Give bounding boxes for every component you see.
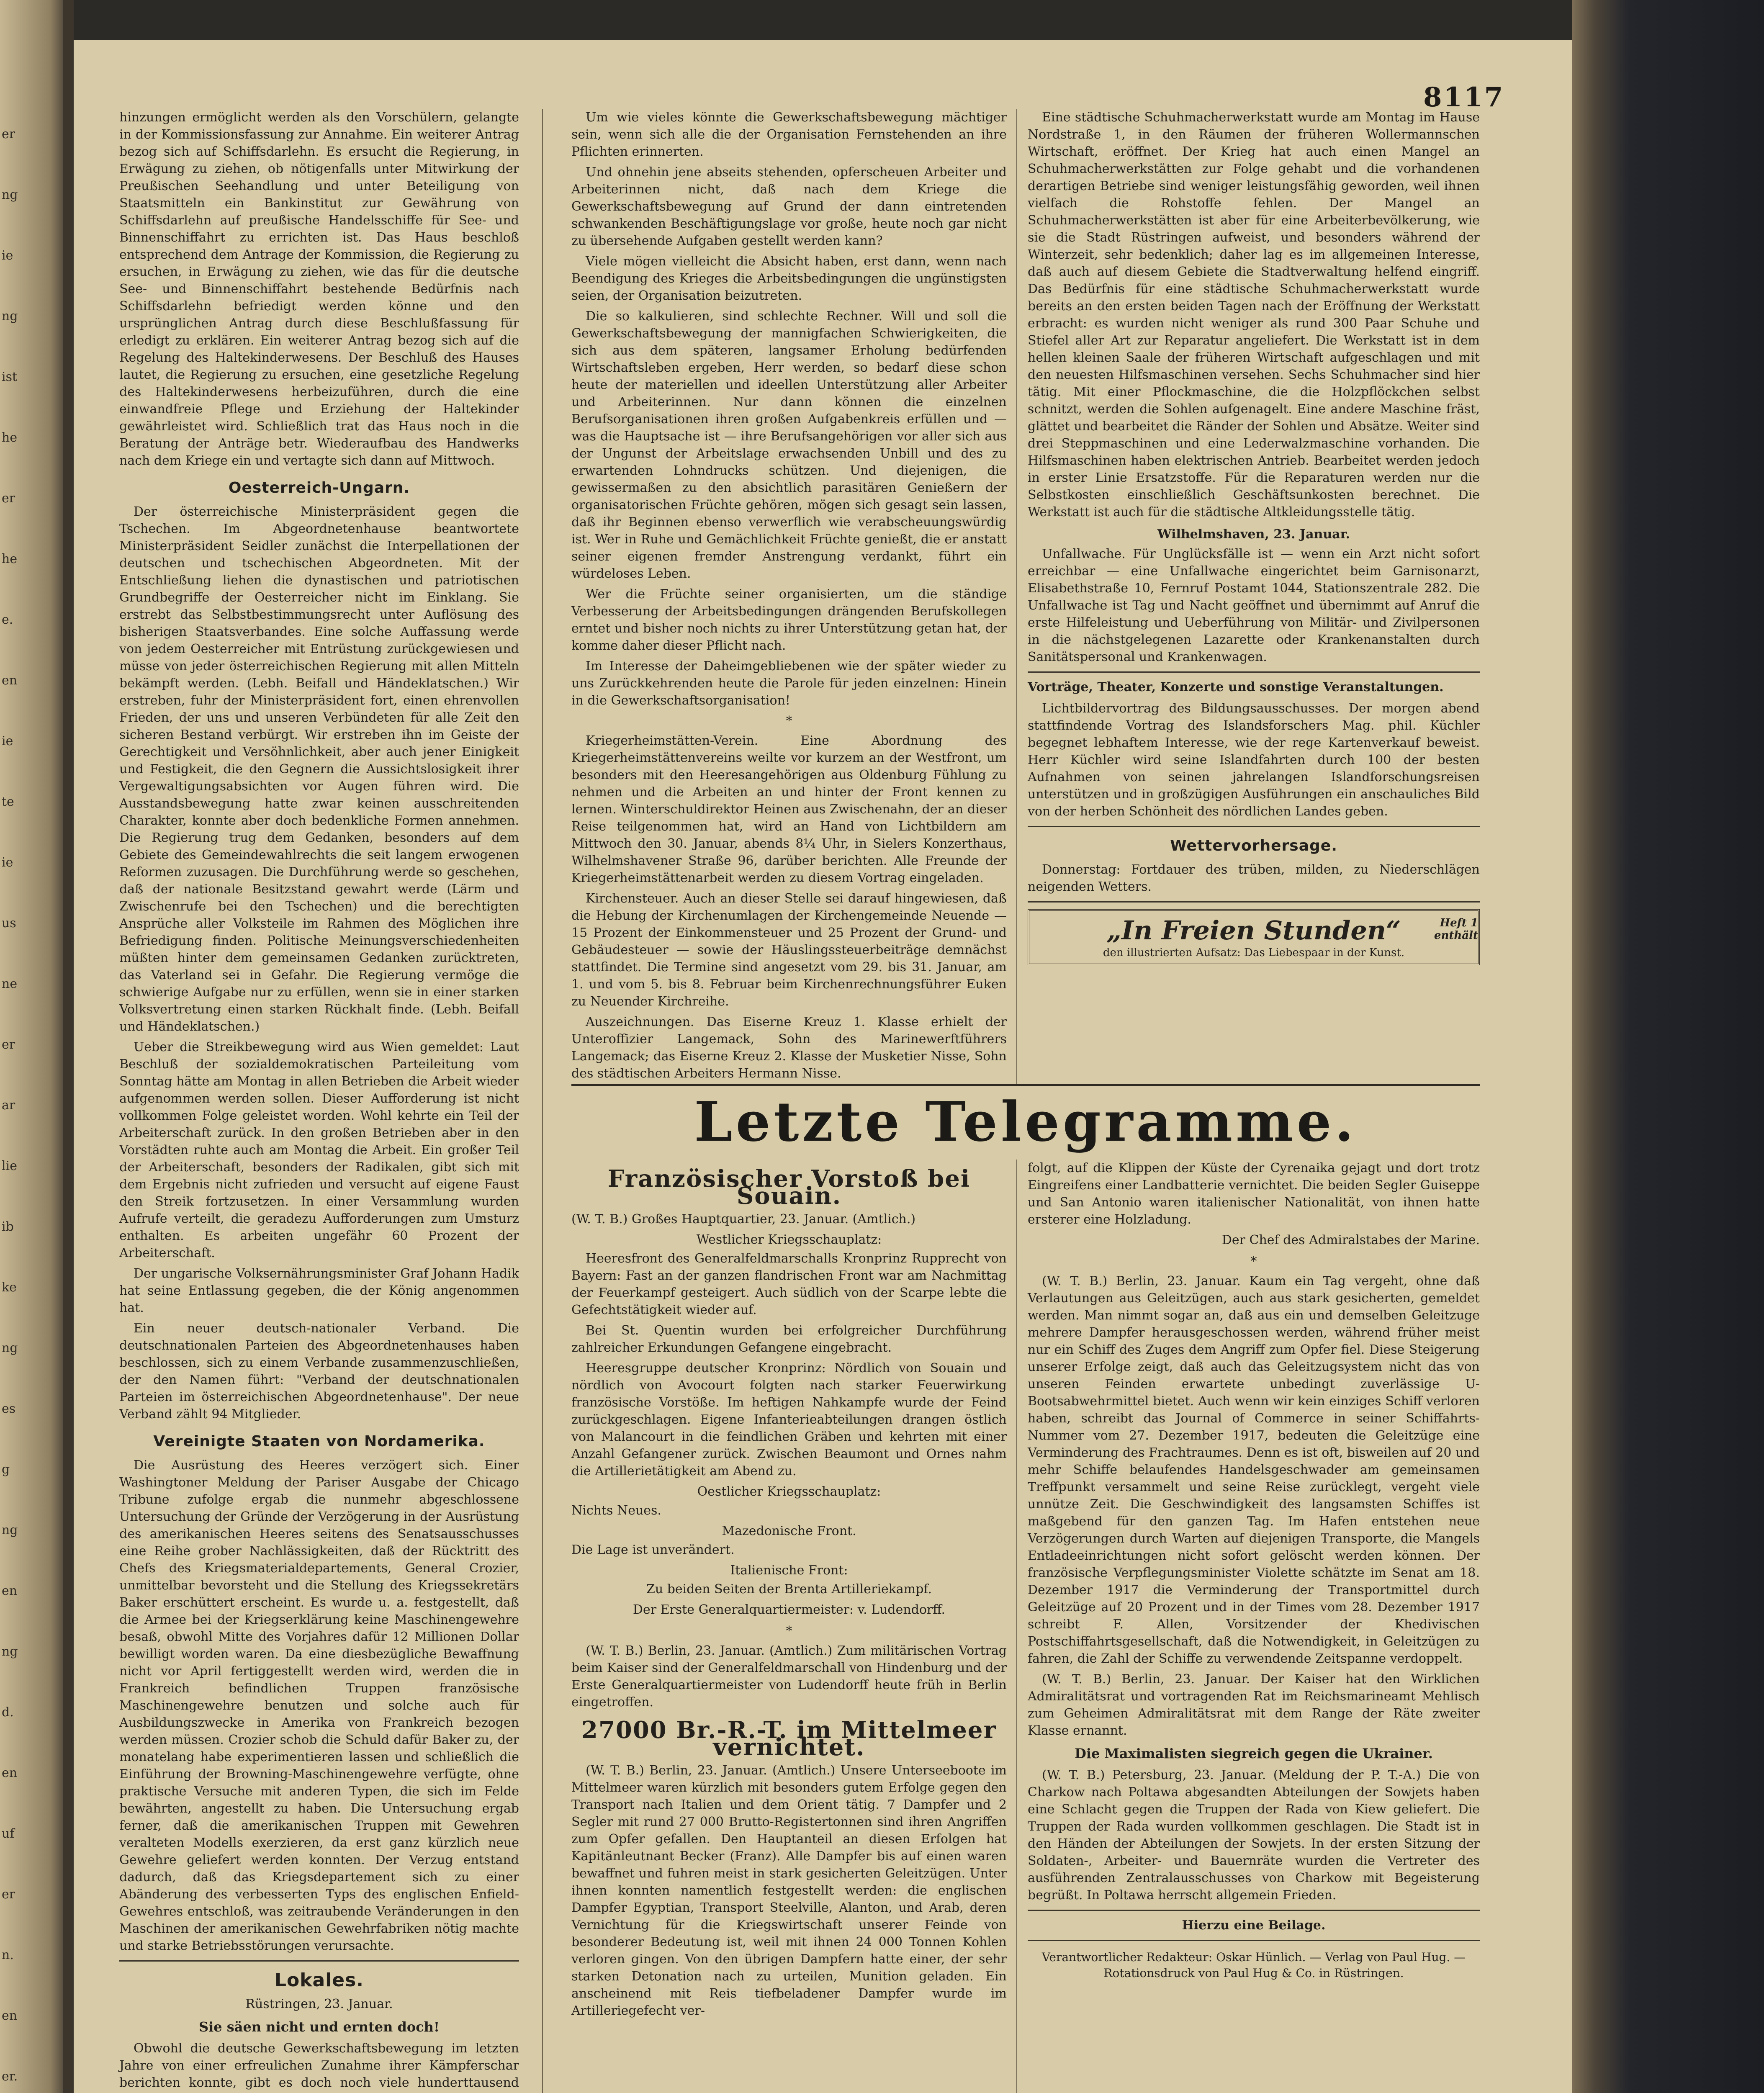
separator-star: * [786,1624,792,1638]
article-paragraph: folgt, auf die Klippen der Küste der Cyrenaika gejagt und dort trotz Eingreifens einer Landbatterie vernichtet. Die beiden Segler Guiseppe und San Antonio waren italienischer Nationalität, von ihnen hatte ersterer eine Holzladung. [1028,1161,1480,1227]
article-paragraph: Der österreichische Ministerpräsident gegen die Tschechen. Im Abgeordnetenhause beantwortete Ministerpräsident Seidler zunächst die Interpellationen der deutschen und tschechischen Abgeordneten. Mit der Entschließung liehen die dynastischen und patriotischen Grundbegriffe der Oesterreicher nicht im Einklang. Sie erstrebt das Selbstbestimmungsrecht unter Auflösung des bisherigen Staatsverbandes. Eine solche Auffassung werde von jedem Oesterreicher mit Entrüstung zurückgewiesen und müsse von jeder österreichischen Regierung mit allen Mitteln bekämpft werden. (Lebh. Beifall und Händeklatschen.) Wir erstreben, fuhr der Ministerpräsident fort, einen ehrenvollen Frieden, der uns und unseren Verbündeten für alle Zeit den sicheren Bestand verbürgt. Wir erstreben ihn im Geiste der Gerechtigkeit und Versöhnlichkeit, aber auch jener Einigkeit und Festigkeit, die den Gegnern die Aussichtslosigkeit ihrer Vergewaltigungsabsichten vor Augen führen wird. Die Ausstandsbewegung hatte zwar keinen ausschreitenden Charakter, konnte aber doch bedenkliche Formen annehmen. Die Regierung trug dem Gedanken, besonders auf dem Gebiete des Gemeindewahlrechts die seit langem erwogenen Reformen zuzusagen. Die Durchführung werde so geschehen, daß der nationale Besitzstand gewahrt werde (Lärm und Zwischenrufe bei den Tschechen) und die berechtigten Ansprüche aller Volksteile im Rahmen des Möglichen ihre Befriedigung finden. Politische Meinungsverschiedenheiten müßten hinter dem gemeinsamen Gedanken zurücktreten, das Vaterland sei in Gefahr. Die Regierung vermöge die schwierige Aufgabe nur zu erfüllen, wenn sie in einer starken Volksvertretung einen starken Rückhalt finde. (Lebh. Beifall und Händeklatschen.) [119,504,519,1034]
subheading: Oestlicher Kriegsschauplatz: [697,1484,881,1499]
article-paragraph: Eine städtische Schuhmacherwerkstatt wurde am Montag im Hause Nordstraße 1, in den Räumen der früheren Wollermannschen Wirtschaft, eröffnet. Der Krieg hat auch einen Mangel an Schuhmacherwerkstätten zur Folge gehabt und die vorhandenen derartigen Betriebe sind weniger leistungsfähig geworden, weil ihnen vielfach die Rohstoffe fehlen. Der Mangel an Schuhmacherwerkstätten ist aber für eine Arbeiterbevölkerung, wie sie die Stadt Rüstringen aufweist, und besonders während der Winterzeit, sehr bedenklich; daher lag es im allgemeinen Interesse, daß auch auf diesem Gebiete die Stadtverwaltung helfend eingriff. Das Bedürfnis für eine städtische Schuhmacherwerkstatt wurde bereits an den ersten beiden Tagen nach der Eröffnung der Werkstatt erbracht: es wurden nicht weniger als rund 300 Paar Schuhe und Stiefel aller Art zur Reparatur angeliefert. Die Werkstatt ist in dem hellen kleinen Saale der früheren Wirtschaft aufgeschlagen und mit den neuesten Hilfsmaschinen versehen. Sechs Schuhmacher sind hier tätig. Mit einer Pflockmaschine, die die Holzpflöckchen selbst schnitzt, werden die Sohlen aufgenagelt. Eine andere Maschine fräst, glättet und bearbeitet die Ränder der Sohlen und Absätze. Weiter sind drei Steppmaschinen und eine Lederwalzmaschine vorhanden. Die Hilfsmaschinen haben elektrischen Antrieb. Bearbeitet werden jedoch in erster Linie Ersatzstoffe. Für die Reparaturen werden nur die Selbstkosten einschließlich Geschäftsunkosten berechnet. Die Werkstatt ist auch für die städtische Altkleidungsstelle tätig. [1028,110,1480,519]
column-rule [1016,1160,1017,2093]
column-2 [571,109,1007,1081]
left-page-fragment: ib [2,1219,14,1234]
left-page-fragment: ng [2,188,18,202]
article-paragraph: Wer die Früchte seiner organisierten, um die ständige Verbesserung der Arbeitsbedingungen drängenden Berufskollegen erntet und bisher noch nichts zu ihrer Unterstützung getan hat, der komme daher dieser Pflicht nach. [571,587,1007,653]
dateline: Wilhelmshaven, 23. Januar. [1157,527,1350,542]
article-paragraph: Ueber die Streikbewegung wird aus Wien gemeldet: Laut Beschluß der sozialdemokratischen Parteileitung vom Sonntag hätte am Montag in allen Betrieben die Arbeit wieder aufgenommen werden sollen. Dieser Aufforderung ist nicht vollkommen Folge geleistet worden. Wohl kehrte ein Teil der Arbeiterschaft zurück. In den großen Betrieben aber in den Vorstädten ruhte auch am Montag die Arbeit. Ein großer Teil der Arbeiterschaft, besonders der Radikalen, gibt sich mit dem Ergebnis nicht zufrieden und versucht auf eigene Faust den Streik fortzusetzen. In einer Versammlung wurden Aufrufe verteilt, die geradezu Aufforderungen zum Umsturz enthalten. Es arbeiten ungefähr 60 Prozent der Arbeiterschaft. [119,1040,519,1260]
column-rule [542,109,543,2093]
separator-star: * [786,714,792,728]
telegram-banner: Letzte Telegramme. [694,1090,1357,1154]
subheading: Italienische Front: [730,1563,848,1578]
article-paragraph: Nichts Neues. [571,1503,661,1518]
article-paragraph: (W. T. B.) Berlin, 23. Januar. (Amtlich.) Unsere Unterseeboote im Mittelmeer waren kürzlich mit besonders gutem Erfolge gegen den Transport nach Italien und dem Orient tätig. 7 Dampfer und 2 Segler mit rund 27 000 Brutto-Registertonnen sind ihren Angriffen zum Opfer gefallen. Den Hauptanteil an diesen Erfolgen hat Kapitänleutnant Becker (Franz). Alle Dampfer bis auf einen waren bewaffnet und fuhren meist in stark gesicherten Geleitzügen. Unter ihnen konnten namentlich festgestellt werden: die englischen Dampfer Egyptian, Transport Steelville, Alanton, und Arab, deren Vernichtung für die Kriegswirtschaft unserer Feinde von besonderer Bedeutung ist, weil mit ihnen 24 000 Tonnen Kohlen verloren gingen. Von den übrigen Dampfern hatte einer, der sehr starken Detonation nach zu urteilen, Munition geladen. Ein anscheinend mit Reis tiefbeladener Dampfer wurde im Artilleriegefecht ver- [571,1763,1007,2018]
left-page-fragment: ke [2,1280,17,1295]
article-paragraph: Die Ausrüstung des Heeres verzögert sich. Einer Washingtoner Meldung der Pariser Ausgabe der Chicago Tribune zufolge ergab die nunmehr abgeschlossene Untersuchung der Gründe der Verzögerung in der Ausrüstung des amerikanischen Heeres seitens des Senatsausschusses eine Reihe grober Nachlässigkeiten, daß der Rücktritt des Chefs des Kriegsmaterialdepartements, General Crozier, unmittelbar bevorsteht und die Stellung des Kriegssekretärs Baker erschüttert erscheint. Es wurde u. a. festgestellt, daß die Armee bei der Kriegserklärung keine Maschinengewehre besaß, obwohl Mitte des Vorjahres dafür 12 Millionen Dollar bewilligt worden waren. Da eine diesbezügliche Bewaffnung nicht vor April fertiggestellt werden wird, werden die in Frankreich befindlichen Truppen französische Maschinengewehre benutzen und solche auch für Ausbildungszwecke in Amerika von Frankreich bezogen werden müssen. Crozier schob die Schuld dafür Baker zu, der monatelang habe experimentieren lassen und schließlich die Einführung der Browning-Maschinengewehre verfügte, ohne praktische Versuche mit anderen Typen, die sich im Felde bewährten, angestellt zu haben. Die Untersuchung ergab ferner, daß die amerikanischen Truppen mit Gewehren veralteten Modells exerzieren, da erst ganz kürzlich neue Gewehre geliefert werden konnten. Der Verzug entstand dadurch, daß das Kriegsdepartement sich zu einer Abänderung des verbesserten Typs des englischen Enfield-Gewehres entschloß, was zeitraubende Veränderungen in den Maschinen der amerikanischen Gewehrfabriken nötig machte und starke Betriebsstörungen verursachte. [119,1458,519,1953]
advert-subtitle: den illustrierten Aufsatz: Das Liebespaar in der Kunst. [1103,946,1405,959]
left-page-fragment: g [2,1462,10,1477]
left-page-fragment: ie [2,855,13,870]
section-heading-weather: Wettervorhersage. [1170,837,1337,854]
article-paragraph: (W. T. B.) Großes Hauptquartier, 23. Januar. (Amtlich.) [571,1212,916,1226]
left-page-fragment: er [2,127,15,141]
article-paragraph: Und ohnehin jene abseits stehenden, opferscheuen Arbeiter und Arbeiterinnen nicht, daß nach dem Kriege die Gewerkschaftsbewegung auf Grund der dann eintretenden schwankenden Beschäftigungslage vor große, heute noch gar nicht zu übersehende Aufgaben gestellt werden kann? [571,165,1007,248]
banner-rule [571,1084,1480,1086]
article-paragraph: hinzungen ermöglicht werden als den Vorschülern, gelangte in der Kommissionsfassung zur Annahme. Ein weiterer Antrag bezog sich auf Schiffsdarlehn. Es ersucht die Regierung, in Erwägung zu ziehen, ob nötigenfalls unter Mitwirkung der Preußischen Seehandlung und unter Beteiligung von Staatsmitteln ein Bankinstitut zur Gewährung von Schiffsdarlehn auf preußische Handelsschiffe für See- und Binnenschiffahrt zu errichten ist. Das Haus beschloß entsprechend dem Antrage der Kommission, die Regierung zu ersuchen, in Erwägung zu ziehen, wie das für die deutsche See- und Binnenschiffahrt bestehende Bedürfnis nach Schiffsdarlehn befriedigt werden könne und den ursprünglichen Antrag durch diese Beschlußfassung für erledigt zu erklären. Ein weiterer Antrag bezog sich auf die Regelung des Haltekinderwesens. Der Beschluß des Hauses lautet, die Regierung zu ersuchen, eine gesetzliche Regelung des Haltekinderwesens herbeizuführen, durch die eine einwandfreie Pflege und Erziehung der Haltekinder gewährleistet wird. Schließlich trat das Haus noch in die Beratung der Anträge betr. Wiederaufbau des Handwerks nach dem Kriege ein und vertagte sich dann auf Mittwoch. [119,110,519,468]
subheading: Mazedonische Front. [722,1524,856,1538]
left-page-edge [0,0,63,2093]
left-page-fragment: er [2,1887,15,1902]
section-heading-usa: Vereinigte Staaten von Nordamerika. [153,1433,485,1450]
article-paragraph: Ein neuer deutsch-nationaler Verband. Die deutschnationalen Parteien des Abgeordnetenhauses haben beschlossen, sich zu einem Verbande zusammenzuschließen, der den Namen führt: "Verband der deutschnationalen Parteien im österreichischen Abgeordnetenhause". Der neue Verband zählt 94 Mitglieder. [119,1321,519,1422]
left-page-fragment: en [2,1766,18,1780]
left-page-fragment: er [2,1037,15,1052]
left-page-fragment: er [2,491,15,506]
divider [1028,826,1480,827]
article-paragraph: (W. T. B.) Berlin, 23. Januar. Der Kaiser hat den Wirklichen Admiralitätsrat und vortragenden Rat im Reichsmarineamt Mehlisch zum Geheimen Admiralitätsrat mit dem Range der Räte zweiter Klasse ernannt. [1028,1672,1480,1738]
page-number: 8117 [1423,82,1505,113]
column-rule [1016,109,1017,1084]
left-page-fragment: he [2,430,18,445]
book-gutter [63,0,74,2093]
left-page-fragment: ng [2,1644,18,1659]
signature: Der Chef des Admiralstabes der Marine. [1221,1233,1480,1247]
left-page-fragment: uf [2,1826,15,1841]
article-paragraph: Heeresfront des Generalfeldmarschalls Kronprinz Rupprecht von Bayern: Fast an der ganzen flandrischen Front war am Nachmittag der Feuerkampf gesteigert. Auch südlich von der Scarpe lebte die Gefechtstätigkeit wieder auf. [571,1251,1007,1317]
divider [1028,901,1480,903]
left-page-fragment: ist [2,370,18,384]
section-heading-austria: Oesterreich-Ungarn. [228,479,410,496]
signature: Der Erste Generalquartiermeister: v. Ludendorff. [633,1602,946,1617]
book-binding [1572,0,1764,2093]
divider [1028,1940,1480,1941]
left-page-fragment: ie [2,248,13,263]
column-4 [571,1160,1007,2093]
divider [1028,1910,1480,1911]
left-page-fragment: ar [2,1098,15,1113]
separator-star: * [1250,1254,1257,1269]
article-paragraph: Um wie vieles könnte die Gewerkschaftsbewegung mächtiger sein, wenn sich alle die der Organisation Fernstehenden an ihre Pflichten erinnerten. [571,110,1007,159]
article-paragraph: Heeresgruppe deutscher Kronprinz: Nördlich von Souain und nördlich von Avocourt folgten nach starker Feuerwirkung französische Vorstöße. Im heftigen Nahkampfe wurde der Feind zurückgeschlagen. Eigene Infanterieabteilungen drangen östlich von Malancourt in die feindlichen Gräben und kehrten mit einer Anzahl Gefangener zurück. Zwischen Beaumont und Ornes nahm die Artillerietätigkeit am Abend zu. [571,1361,1007,1478]
article-paragraph: Obwohl die deutsche Gewerkschaftsbewegung im letzten Jahre von einer erfreulichen Zunahme ihrer Kämpferschar berichten konnte, gibt es doch noch viele hunderttausend [119,2041,519,2090]
supplement-note: Hierzu eine Beilage. [1182,1918,1326,1933]
article-paragraph: Donnerstag: Fortdauer des trüben, milden, zu Niederschlägen neigenden Wetters. [1028,862,1480,894]
article-paragraph: (W. T. B.) Berlin, 23. Januar. (Amtlich.) Zum militärischen Vortrag beim Kaiser sind der Generalfeldmarschall von Hindenburg und der Erste Generalquartiermeister von Ludendorff heute früh in Berlin eingetroffen. [571,1643,1007,1710]
left-page-fragment: ng [2,1523,18,1538]
article-paragraph: Lichtbildervortrag des Bildungsausschusses. Der morgen abend stattfindende Vortrag des Islandsforschers Mag. phil. Küchler begegnet lebhaftem Interesse, wie der rege Kartenverkauf beweist. Herr Küchler wird seine Islandfahrten durch 100 der besten Aufnahmen von seinen jahrelangen Islandforschungsreisen unterstützen und in großzügigen Ausführungen ein anschauliches Bild von der herben Schönheit des nördlichen Landes geben. [1028,701,1480,819]
left-page-fragment: ne [2,977,18,991]
article-title: Die Maximalisten siegreich gegen die Ukrainer. [1075,1746,1433,1761]
column-1 [119,109,519,2093]
left-page-fragment: er. [2,2069,18,2084]
advert-tag: Heft 1 enthält [1434,917,1478,942]
imprint: Verantwortlicher Redakteur: Oskar Hünlich. — Verlag von Paul Hug. — Rotationsdruck von Paul Hug & Co. in Rüstringen. [1041,1950,1466,1980]
article-title: Sie säen nicht und ernten doch! [199,2019,440,2035]
article-paragraph: Im Interesse der Daheimgebliebenen wie der später wieder zu uns Zurückkehrenden heute die Parole für jeden einzelnen: Hinein in die Gewerkschaftsorganisation! [571,659,1007,708]
article-paragraph: Unfallwache. Für Unglücksfälle ist — wenn ein Arzt nicht sofort erreichbar — eine Unfallwache eingerichtet beim Garnisonarzt, Elisabethstraße 10, Fernruf Postamt 1044, Stationszentrale 282. Die Unfallwache ist Tag und Nacht geöffnet und übernimmt auf Anruf die erste Hilfeleistung und Ueberführung von Militär- und Zivilpersonen in die nächstgelegenen Lazarette oder Krankenanstalten durch Sanitätspersonal und Krankenwagen. [1028,547,1480,664]
article-paragraph: Der ungarische Volksernährungsminister Graf Johann Hadik hat seine Entlassung gegeben, die der König angenommen hat. [119,1266,519,1315]
article-headline: Französischer Vorstoß bei Souain. [607,1165,971,1210]
article-paragraph: Auszeichnungen. Das Eiserne Kreuz 1. Klasse erhielt der Unteroffizier Langemack, Sohn des Marinewerftführers Langemack; das Eiserne Kreuz 2. Klasse der Musketier Nisse, Sohn des städtischen Arbeiters Hermann Nisse. [571,1015,1007,1081]
left-page-fragment: ie [2,734,13,748]
article-headline: 27000 Br.-R.-T. im Mittelmeer vernichtet. [581,1716,997,1761]
divider [119,1960,519,1962]
advert-box [1028,909,1480,965]
advert-title: „In Freien Stunden“ [1106,915,1401,946]
subheading: Westlicher Kriegsschauplatz: [696,1232,882,1247]
section-heading-local: Lokales. [274,1970,364,1991]
left-page-fragment: ng [2,309,18,324]
dateline: Rüstringen, 23. Januar. [245,1997,393,2011]
divider [1028,671,1480,673]
left-page-fragment: n. [2,1948,14,1962]
left-page-fragment: ng [2,1341,18,1355]
left-page-fragment: he [2,552,18,566]
left-page-fragment: es [2,1401,16,1416]
article-paragraph: Die so kalkulieren, sind schlechte Rechner. Will und soll die Gewerkschaftsbewegung der mannigfachen Schwierigkeiten, die sich aus dem späteren, langsamer Erholung bedürfenden Wirtschaftsleben ergeben, Herr werden, so bedarf diese schon heute der materiellen und ideellen Unterstützung aller Arbeiter und Arbeiterinnen. Nur dann können die einzelnen Berufsorganisationen ihren großen Aufgabenkreis erfüllen und — was die Hauptsache ist — ihre Berufsangehörigen vor aller sich aus der Ungunst der Arbeitslage erwachsenden Unbill und des zu erwartenden Lohndrucks schützen. Und diejenigen, die gewissermaßen zu den absichtlich parasitären Genießern der organisatorischen Früchte gehören, mögen sich gesagt sein lassen, daß ihr Beginnen ebenso verwerflich wie verabscheuungswürdig ist. Wer in Ruhe und Gemächlichkeit Früchte genießt, die er anstatt seiner eigenen fremder Anstrengung verdankt, führt ein würdeloses Leben. [571,309,1007,581]
left-page-fragment: en [2,2008,18,2023]
left-page-fragment: d. [2,1705,14,1720]
left-page-fragment: us [2,916,16,931]
article-paragraph: Bei St. Quentin wurden bei erfolgreicher Durchführung zahlreicher Erkundungen Gefangene eingebracht. [571,1323,1007,1355]
article-paragraph: Kriegerheimstätten-Verein. Eine Abordnung des Kriegerheimstättenvereins weilte vor kurzem an der Westfront, um besonders mit den Heeresangehörigen aus Oldenburg Fühlung zu nehmen und die Arbeiten an und hinter der Front kennen zu lernen. Winterschuldirektor Heinen aus Zwischenahn, der an dieser Reise teilgenommen hat, wird an Hand von Lichtbildern am Mittwoch den 30. Januar, abends 8¼ Uhr, in Sielers Konzerthaus, Wilhelmshavener Straße 96, darüber berichten. Alle Freunde der Kriegerheimstättenarbeit werden zu diesem Vortrag eingeladen. [571,733,1007,885]
left-page-fragment: en [2,1584,18,1598]
article-paragraph: Die Lage ist unverändert. [571,1543,735,1557]
article-paragraph: Kirchensteuer. Auch an dieser Stelle sei darauf hingewiesen, daß die Hebung der Kirchenumlagen der Kirchengemeinde Neuende — 15 Prozent der Einkommensteuer und 25 Prozent der Grund- und Gebäudesteuer — sowie der Häuslingssteuerbeiträge demnächst stattfindet. Die Termine sind angesetzt vom 29. bis 31. Januar, am 1. und vom 5. bis 8. Februar beim Kirchenrechnungsführer Euken zu Neuender Kirchreihe. [571,891,1007,1009]
article-paragraph: Zu beiden Seiten der Brenta Artilleriekampf. [646,1582,932,1597]
left-page-fragment: e. [2,612,13,627]
column-3 [1028,109,1480,1151]
left-page-fragment: te [2,795,14,809]
column-5 [1028,1160,1480,2093]
article-paragraph: (W. T. B.) Petersburg, 23. Januar. (Meldung der P. T.-A.) Die von Charkow nach Poltawa abgesandten Abteilungen der Sowjets haben eine Schlacht gegen die Truppen der Rada von Kiew geliefert. Die Truppen der Rada wurden vollkommen geschlagen. Die Stadt ist in den Händen der Abteilungen der Sowjets. In der ersten Sitzung der Soldaten-, Arbeiter- und Bauernräte wurden die Vertreter des ausführenden Zentralausschusses von Charkow mit Begeisterung begrüßt. In Poltawa herrscht allgemein Frieden. [1028,1768,1480,1903]
left-page-fragment: lie [2,1159,17,1173]
section-heading-events: Vorträge, Theater, Konzerte und sonstige Veranstaltungen. [1028,680,1444,694]
article-paragraph: Viele mögen vielleicht die Absicht haben, erst dann, wenn nach Beendigung des Krieges die Arbeitsbedingungen die ungünstigsten seien, der Organisation beizutreten. [571,254,1007,303]
left-page-fragment: en [2,673,18,688]
article-paragraph: (W. T. B.) Berlin, 23. Januar. Kaum ein Tag vergeht, ohne daß Verlautungen aus Geleitzügen, auch aus stark gesicherten, gemeldet werden. Man nimmt sogar an, daß aus ein und demselben Geleitzuge mehrere Dampfer herausgeschossen werden, während früher meist nur ein Schiff des Zuges dem Angriff zum Opfer fiel. Diese Steigerung unserer Erfolge zeigt, daß auch das Geleitzugsystem nicht das von unseren Feinden erwartete unbedingt zuverlässige U-Bootsabwehrmittel bietet. Auch wenn wir kein einziges Schiff verloren haben, schreibt das Journal of Commerce in seiner Schiffahrts-Nummer vom 27. Dezember 1917, bedeuten die Geleitzüge eine Verminderung des Frachtraumes. Denn es ist oft, bisweilen auf 20 und mehr Schiffe belaufendes Handelsgeschwader am gemeinsamen Treffpunkt versammelt und seine Reise zurücklegt, vergeht viele unnütze Zeit. Die Geschwindigkeit des langsamsten Schiffes ist maßgebend für den ganzen Tag. Im Hafen entstehen neue Verzögerungen durch Warten auf diejenigen Transporte, die Mangels Entladeeinrichtungen nicht sofort gelöscht werden können. Der französische Verpflegungsminister Violette schätzte im Senat am 18. Dezember 1917 die Verminderung der Transportmittel durch Geleitzüge auf 20 Prozent und in der Times vom 28. Dezember 1917 schreibt F. Allen, Vorsitzender der Khedivischen Postschiffahrtsgesellschaft, daß die Notwendigkeit, in Geleitzügen zu fahren, die Zahl der Schiffe zu verwendende Zeitspanne verdoppelt. [1028,1274,1480,1666]
